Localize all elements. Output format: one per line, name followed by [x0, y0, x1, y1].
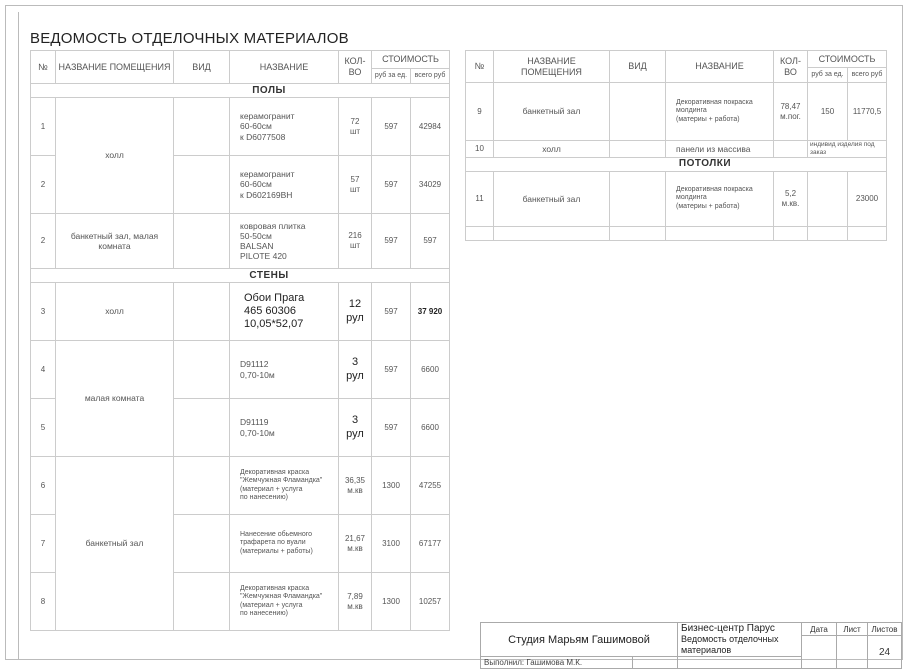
table-row [31, 214, 450, 269]
col-unit-price: руб за ед. [372, 69, 411, 84]
col-cost: СТОИМОСТЬ [372, 51, 450, 69]
finishes-table-left [30, 50, 450, 631]
unit-price-cell: 150 [808, 83, 848, 141]
qty-cell: 21,67 м.кв [339, 515, 372, 573]
room-cell: малая комната [56, 341, 174, 457]
col-qty: КОЛ-ВО [774, 51, 808, 83]
total-cell: 597 [411, 214, 450, 269]
row-num: 2 [31, 214, 56, 269]
room-cell: холл [56, 98, 174, 214]
total-cell: 11770,5 [848, 83, 887, 141]
col-cost: СТОИМОСТЬ [808, 51, 887, 68]
qty-cell: 36,35 м.кв [339, 457, 372, 515]
material-name: D91119 0,70-10м [230, 399, 339, 457]
material-name: керамогранит 60-60см к D602169BH [230, 156, 339, 214]
section-floors: ПОЛЫ [31, 84, 450, 98]
total-cell: 34029 [411, 156, 450, 214]
unit-price-cell: 1300 [372, 457, 411, 515]
unit-price-cell: 597 [372, 214, 411, 269]
total-cell: 10257 [411, 573, 450, 631]
material-name: Декоративная краска "Жемчужная Фламандка" (материал + услуга по нанесению) [230, 573, 339, 631]
table-row [466, 226, 887, 240]
col-room: НАЗВАНИЕ ПОМЕЩЕНИЯ [56, 51, 174, 84]
room-cell: холл [494, 141, 610, 158]
total-cell: 37 920 [411, 283, 450, 341]
qty-cell: 12 рул [339, 283, 372, 341]
table-row [31, 341, 450, 399]
row-num: 7 [31, 515, 56, 573]
row-num: 1 [31, 98, 56, 156]
row-num: 9 [466, 83, 494, 141]
total-cell: 6600 [411, 399, 450, 457]
material-name: Нанесение обьемного трафарета по вуали (материалы + работы) [230, 515, 339, 573]
table-row [31, 457, 450, 515]
col-room: НАЗВАНИЕ ПОМЕЩЕНИЯ [494, 51, 610, 83]
row-num: 11 [466, 171, 494, 226]
unit-price-cell: 3100 [372, 515, 411, 573]
date-label: Дата [802, 623, 837, 636]
unit-price-cell: 1300 [372, 573, 411, 631]
total-cell: 42984 [411, 98, 450, 156]
row-num: 2 [31, 156, 56, 214]
table-row [31, 283, 450, 341]
row-num: 6 [31, 457, 56, 515]
unit-price-cell: 597 [372, 341, 411, 399]
room-cell: банкетный зал [56, 457, 174, 631]
col-num: № [31, 51, 56, 84]
table-row [466, 83, 887, 141]
room-cell: банкетный зал, малая комната [56, 214, 174, 269]
total-cell: 6600 [411, 341, 450, 399]
project-name: Бизнес-центр Парус Ведомость отделочных материалов [678, 623, 802, 657]
qty-cell: 57 шт [339, 156, 372, 214]
col-total: всего руб [848, 68, 887, 83]
col-unit-price: руб за ед. [808, 68, 848, 83]
qty-cell: 5,2 м.кв. [774, 171, 808, 226]
sheets-label: Листов [868, 623, 902, 636]
row-num: 3 [31, 283, 56, 341]
material-name: Обои Прага 465 60306 10,05*52,07 [230, 283, 339, 341]
total-cell: 67177 [411, 515, 450, 573]
table-row [31, 98, 450, 156]
room-cell: банкетный зал [494, 171, 610, 226]
material-name: ковровая плитка 50-50см BALSAN PILOTE 420 [230, 214, 339, 269]
material-name: керамогранит 60-60см к D6077508 [230, 98, 339, 156]
col-qty: КОЛ-ВО [339, 51, 372, 84]
qty-cell: 78,47 м.пог. [774, 83, 808, 141]
total-cell: 23000 [848, 171, 887, 226]
row-num: 8 [31, 573, 56, 631]
material-name: D91112 0,70-10м [230, 341, 339, 399]
unit-price-cell: 597 [372, 283, 411, 341]
material-name: панели из массива [666, 141, 774, 158]
table-row [466, 141, 887, 158]
custom-order-note: индивид изделия под заказ [808, 141, 887, 158]
finishes-table-right [465, 50, 887, 241]
page-title: ВЕДОМОСТЬ ОТДЕЛОЧНЫХ МАТЕРИАЛОВ [30, 30, 349, 47]
material-name: Декоративная покраска молдинга (материы + работа) [666, 83, 774, 141]
col-name: НАЗВАНИЕ [666, 51, 774, 83]
col-name: НАЗВАНИЕ [230, 51, 339, 84]
col-view: ВИД [610, 51, 666, 83]
col-total: всего руб [411, 69, 450, 84]
sheet-label: Лист [837, 623, 868, 636]
qty-cell [774, 141, 808, 158]
qty-cell: 3 рул [339, 341, 372, 399]
unit-price-cell: 597 [372, 399, 411, 457]
row-num: 4 [31, 341, 56, 399]
unit-price-cell: 597 [372, 156, 411, 214]
total-cell: 47255 [411, 457, 450, 515]
col-view: ВИД [174, 51, 230, 84]
room-cell: банкетный зал [494, 83, 610, 141]
material-name: Декоративная краска "Жемчужная Фламандка" (материал + услуга по нанесению) [230, 457, 339, 515]
section-ceilings: ПОТОЛКИ [466, 157, 887, 171]
qty-cell: 7,89 м.кв [339, 573, 372, 631]
studio-name: Студия Марьям Гашимовой [481, 623, 678, 657]
row-num: 5 [31, 399, 56, 457]
material-name: Декоративная покраска молдинга (материы + работа) [666, 171, 774, 226]
col-num: № [466, 51, 494, 83]
section-walls: СТЕНЫ [31, 269, 450, 283]
title-block [480, 622, 901, 667]
table-row [466, 171, 887, 226]
unit-price-cell [808, 171, 848, 226]
room-cell: холл [56, 283, 174, 341]
qty-cell: 72 шт [339, 98, 372, 156]
qty-cell: 3 рул [339, 399, 372, 457]
sheets-value: 24 [868, 636, 902, 669]
qty-cell: 216 шт [339, 214, 372, 269]
executor: Выполнил: Гашимова М.К. [481, 657, 633, 669]
unit-price-cell: 597 [372, 98, 411, 156]
row-num: 10 [466, 141, 494, 158]
